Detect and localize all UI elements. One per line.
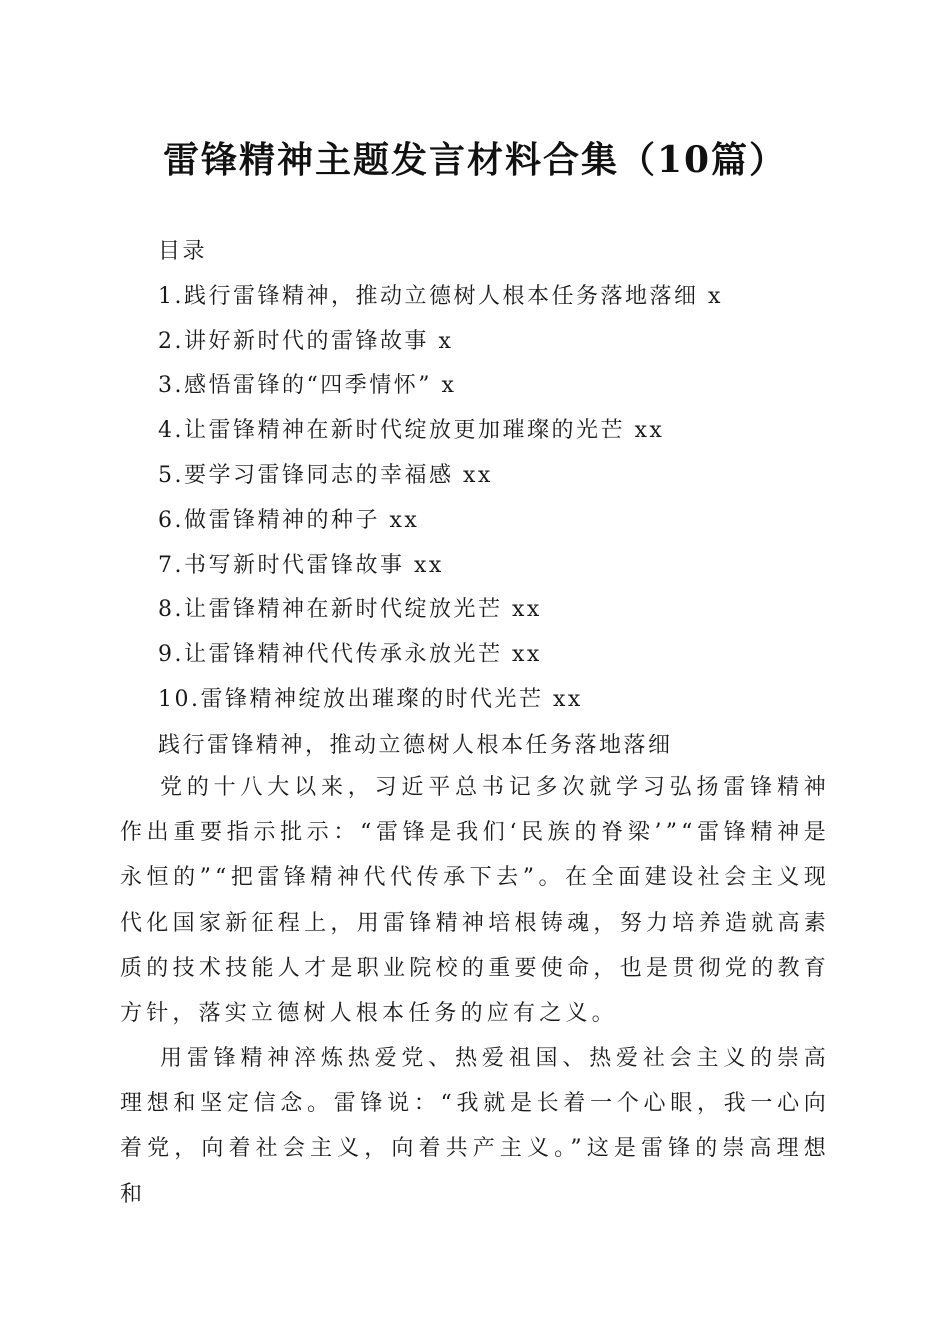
- toc-item: 8.让雷锋精神在新时代绽放光芒 xx: [158, 597, 542, 623]
- document-title: 雷锋精神主题发言材料合集（10篇）: [162, 139, 788, 181]
- toc-item: 2.讲好新时代的雷锋故事 x: [158, 328, 454, 354]
- toc-item: 7.书写新时代雷锋故事 xx: [158, 552, 444, 578]
- toc-item: 3.感悟雷锋的“四季情怀” x: [158, 373, 457, 399]
- toc-heading: 目录: [158, 239, 208, 264]
- toc-item: 4.让雷锋精神在新时代绽放更加璀璨的光芒 xx: [158, 418, 665, 444]
- section-heading: 践行雷锋精神，推动立德树人根本任务落地落细: [158, 733, 673, 758]
- body-paragraph: 用雷锋精神淬炼热爱党、热爱祖国、热爱社会主义的崇高理想和坚定信念。雷锋说：“我就是长着一个心眼，我一心向着党，向着社会主义，向着共产主义。”这是雷锋的崇高理想和: [120, 1046, 830, 1207]
- toc-item: 10.雷锋精神绽放出璀璨的时代光芒 xx: [158, 686, 583, 712]
- body-paragraph: 党的十八大以来，习近平总书记多次就学习弘扬雷锋精神作出重要指示批示：“雷锋是我们‘民族的脊梁’”“雷锋精神是永恒的”“把雷锋精神代代传承下去”。在全面建设社会主义现代化国家新征程上，用雷锋精神培根铸魂，努力培养造就高素质的技术技能人才是职业院校的重要使命，也是贯彻党的教育方针，落实立德树人根本任务的应有之义。: [120, 775, 830, 1027]
- toc-item: 6.做雷锋精神的种子 xx: [158, 507, 420, 533]
- toc-item: 5.要学习雷锋同志的幸福感 xx: [158, 462, 493, 488]
- table-of-contents: [158, 230, 838, 723]
- toc-item: 1.践行雷锋精神，推动立德树人根本任务落地落细 x: [158, 283, 723, 309]
- toc-item: 9.让雷锋精神代代传承永放光芒 xx: [158, 642, 542, 668]
